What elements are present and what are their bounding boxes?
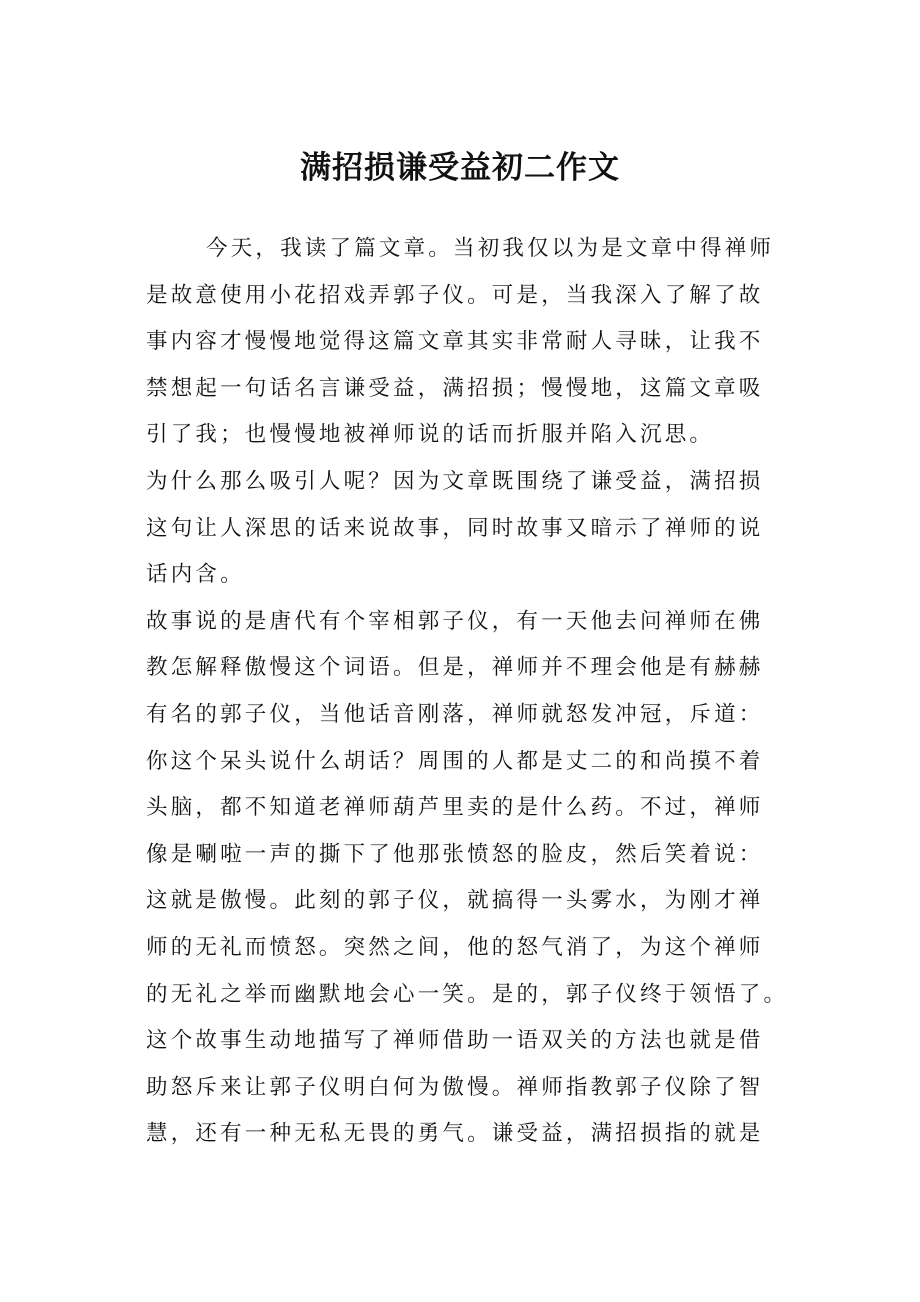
text-line: 这个故事生动地描写了禅师借助一语双关的方法也就是借 <box>146 1028 764 1054</box>
text-line: 故事说的是唐代有个宰相郭子仪，有一天他去问禅师在佛 <box>146 608 764 634</box>
text-line: 引了我；也慢慢地被禅师说的话而折服并陷入沉思。 <box>146 422 715 448</box>
text-line: 有名的郭子仪，当他话音刚落，禅师就怒发冲冠，斥道： <box>146 701 764 727</box>
text-line: 这就是傲慢。此刻的郭子仪，就搞得一头雾水，为刚才禅 <box>146 888 764 914</box>
text-line: 是故意使用小花招戏弄郭子仪。可是，当我深入了解了故 <box>146 282 764 308</box>
text-line: 你这个呆头说什么胡话？周围的人都是丈二的和尚摸不着 <box>146 748 764 774</box>
text-line: 教怎解释傲慢这个词语。但是，禅师并不理会他是有赫赫 <box>146 655 764 681</box>
document-body <box>146 226 789 1158</box>
text-line: 今天，我读了篇文章。当初我仅以为是文章中得禅师 <box>206 236 775 261</box>
text-line: 为什么那么吸引人呢？因为文章既围绕了谦受益，满招损 <box>146 468 764 494</box>
text-line: 师的无礼而愤怒。突然之间，他的怒气消了，为这个禅师 <box>146 934 764 960</box>
text-line: 话内含。 <box>146 562 245 588</box>
text-line: 禁想起一句话名言谦受益，满招损；慢慢地，这篇文章吸 <box>146 375 764 401</box>
text-line: 事内容才慢慢地觉得这篇文章其实非常耐人寻昧，让我不 <box>146 329 764 355</box>
text-line: 的无礼之举而幽默地会心一笑。是的，郭子仪终于领悟了。 <box>146 981 789 1007</box>
text-line: 助怒斥来让郭子仪明白何为傲慢。禅师指教郭子仪除了智 <box>146 1074 764 1100</box>
text-line: 头脑，都不知道老禅师葫芦里卖的是什么药。不过，禅师 <box>146 795 764 821</box>
text-line: 像是唰啦一声的撕下了他那张愤怒的脸皮，然后笑着说： <box>146 841 764 867</box>
text-line: 这句让人深思的话来说故事，同时故事又暗示了禅师的说 <box>146 515 764 541</box>
document-title: 满招损谦受益初二作文 <box>300 150 620 186</box>
text-line: 慧，还有一种无私无畏的勇气。谦受益，满招损指的就是 <box>146 1121 764 1147</box>
